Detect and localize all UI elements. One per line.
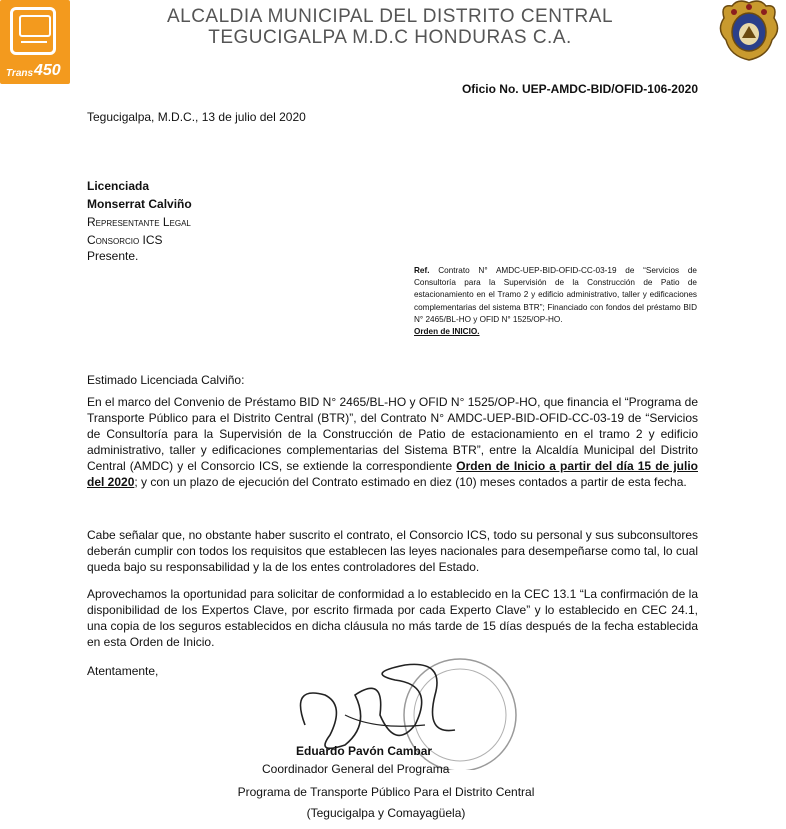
reference-block [414,265,697,338]
recipient-role: Representante Legal [87,215,191,229]
greeting: Estimado Licenciada Calviño: [87,373,245,387]
paragraph-1-text: En el marco del Convenio de Préstamo BID N° 2465/BL-HO y OFID N° 1525/OP-HO, que financia el “Programa de Transporte Público para el Distrito Central (BTR)”, del Contrato N° AMDC-UEP-BID-OFID-CC-03-19 de “Servicios de Consultoría para la Supervisión de la Construcción de Patio de estacionamiento en el tramo 2 y edificio administrativo, taller y edificaciones complementarias del Sistema BTR”, entre la Alcaldía Municipal del Distrito Central (AMDC) y el Consorcio ICS, se extiende la correspondiente [87,395,698,473]
paragraph-2: Cabe señalar que, no obstante haber suscrito el contrato, el Consorcio ICS, todo su personal y sus subconsultores deberán cumplir con todos los requisitos que establecen las leyes nacionales para desempeñarse como tal, lo cual queda bajo su responsabilidad y la de los entes controladores del Estado. [87,528,698,574]
footer-line2: (Tegucigalpa y Comayagüela) [306,806,466,820]
recipient-company: Consorcio ICS [87,233,163,247]
closing: Atentamente, [87,664,159,678]
recipient-title: Licenciada [87,179,150,193]
reference-text: Contrato N° AMDC-UEP-BID-OFID-CC-03-19 de “Servicios de Consultoría para la Supervisión de la Construcción de Patio de estacionamiento en el Tramo 2 y edificio administrativo, taller y edificaciones complementarias del sistema BTR”; Financiado con fondos del préstamo BID N° 2465/BL-HO y OFID N° 1525/OP-HO. [414,266,697,324]
reference-label: Ref. [414,266,430,275]
paragraph-3: Aprovechamos la oportunidad para solicitar de conformidad a lo establecido en la CEC 13.1 “La confirmación de la disponibilidad de los Expertos Clave, por escrito firmada por cada Experto Clave” y lo establecido en CEC 24.1, una copia de los seguros establecidos en dicha cláusula no más tarde de 15 días después de la fecha establecida en esta Orden de Inicio. [87,587,698,649]
logo-number-text: 450 [34,62,61,79]
signature-name: Eduardo Pavón Cambar [296,744,433,758]
bus-icon [10,7,56,55]
paragraph-1-emphasis: Orden de Inicio a partir del día 15 de julio del 2020 [87,459,698,489]
reference-subject: Orden de INICIO. [414,327,480,337]
recipient-presente: Presente. [87,249,139,263]
header-title-line1: ALCALDIA MUNICIPAL DEL DISTRITO CENTRAL [166,6,614,27]
recipient-name: Monserrat Calviño [87,197,192,211]
municipal-crest-icon [714,0,784,62]
logo-trans-text: Trans [6,68,34,79]
letter-date: Tegucigalpa, M.D.C., 13 de julio del 2020 [87,110,306,124]
paragraph-1 [87,394,698,490]
trans450-logo [0,0,70,84]
oficio-number: Oficio No. UEP-AMDC-BID/OFID-106-2020 [461,82,698,96]
footer-line1: Programa de Transporte Público Para el Distrito Central [237,785,535,799]
header-title-line2: TEGUCIGALPA M.D.C HONDURAS C.A. [208,27,572,48]
signature-role: Coordinador General del Programa [262,762,450,776]
paragraph-1-tail: ; y con un plazo de ejecución del Contrato estimado en diez (10) meses contados a partir de esta fecha. [134,475,687,489]
